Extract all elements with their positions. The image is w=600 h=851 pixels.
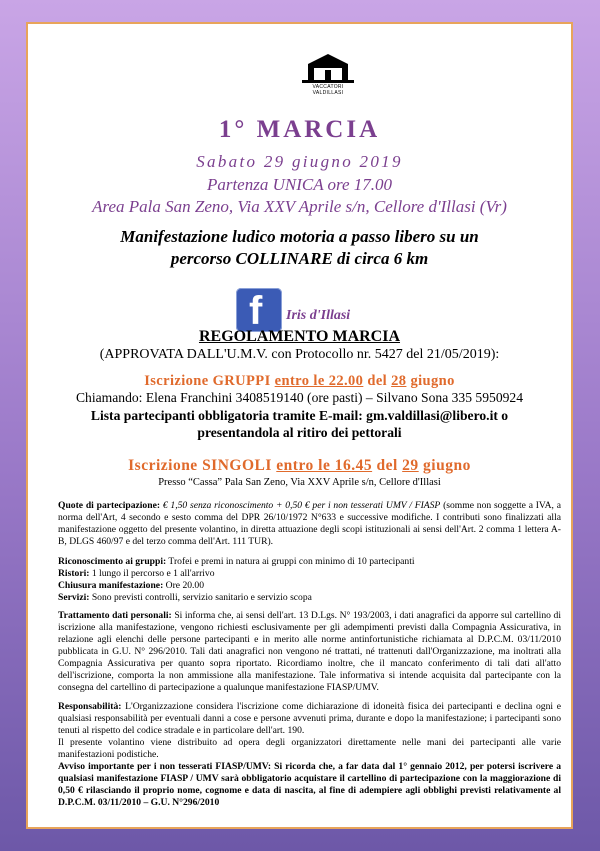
closing-text: Ore 20.00 <box>163 580 205 591</box>
awards-label: Riconoscimento ai gruppi: <box>58 556 167 567</box>
refreshments-label: Ristori: <box>58 568 90 579</box>
facebook-icon[interactable]: f <box>236 288 282 332</box>
privacy-section <box>58 610 561 694</box>
closing-label: Chiusura manifestazione: <box>58 580 164 591</box>
fees-label: Quote di partecipazione: <box>58 500 161 511</box>
group-reg-day: 28 <box>391 373 407 389</box>
single-reg-day: 29 <box>402 457 419 474</box>
facebook-page-name[interactable]: Iris d'Illasi <box>286 308 351 323</box>
group-reg-time: entro le 22.00 <box>274 373 364 389</box>
privacy-label: Trattamento dati personali: <box>58 610 172 621</box>
flyer-note: Il presente volantino viene distribuito ad opera degli organizzatori direttamente nelle mani dei partecipanti alle varie manifestazioni podistiche. <box>58 737 561 760</box>
participant-list-note <box>28 407 571 441</box>
event-date: Sabato 29 giugno 2019 <box>196 152 403 171</box>
logo <box>298 50 358 100</box>
info-section <box>58 556 561 604</box>
contact-phones: Chiamando: Elena Franchini 3408519140 (ore pasti) – Silvano Sona 335 5950924 <box>75 390 524 405</box>
fees-text: (somme non soggette a IVA, a norma dell'Art, 4 secondo e sesto comma del DPR 26/10/1972 N°633 e successive modifiche. I contributi sono finalizzati alla manifestazione oggetto del presente volantino, in diretta attuazione degli scopi istituzionali ai sensi dell'Art. 2 comma 1 lettera A-B, DLGS 460/97 e del terzo comma dell'Art. 111 TUR). <box>58 500 561 547</box>
important-notice: Avviso importante per i non tesserati FIASP/UMV: Si ricorda che, a far data dal 1° gennaio 2012, per potersi iscrivere a qualsiasi manifestazione FIASP / UMV sarà obbligatorio acquistare il cartellino di partecipazione con la maggiorazione di 0,50 € rilasciando il proprio nome, cognome e data di nascita, al fine di adempiere agli obblighi previsti relativamente al D.P.C.M. 03/11/2010 – G.U. N°296/2010 <box>58 761 561 808</box>
responsibility-text: L'Organizzazione considera l'iscrizione come dichiarazione di idoneità fisica dei partecipanti e declina ogni e qualsiasi responsabilità per eventuali danni a cose e persone avvenuti prima, durante e dopo la manifestazione; i partecipanti sono tenuti al rispetto del codice stradale e in particolare dell'art. 190. <box>58 701 561 736</box>
single-registration <box>28 457 571 475</box>
group-reg-month: giugno <box>406 373 455 389</box>
description-line-2: percorso COLLINARE di circa 6 km <box>170 249 429 268</box>
event-location: Area Pala San Zeno, Via XXV Aprile s/n, Cellore d'Illasi (Vr) <box>92 197 507 216</box>
group-reg-label: Iscrizione GRUPPI <box>144 373 275 389</box>
single-reg-label: Iscrizione SINGOLI <box>128 457 277 474</box>
description-line-1: Manifestazione ludico motoria a passo libero su un <box>120 227 479 246</box>
services-label: Servizi: <box>58 592 90 603</box>
fees-section <box>58 500 561 548</box>
single-reg-del: del <box>372 457 403 474</box>
page-title: 1° MARCIA <box>218 116 381 143</box>
awards-text: Trofei e premi in natura ai gruppi con minimo di 10 partecipanti <box>166 556 415 567</box>
cash-location: Presso “Cassa” Pala San Zeno, Via XXV Aprile s/n, Cellore d'Illasi <box>158 477 441 488</box>
fees-price: € 1,50 senza riconoscimento + 0,50 € per i non tesserati UMV / FIASP <box>160 500 441 511</box>
services-text: Sono previsti controlli, servizio sanitario e servizio scopa <box>89 592 312 603</box>
group-reg-del: del <box>363 373 392 389</box>
approval-note: (APPROVATA DALL'U.M.V. con Protocollo nr. 5427 del 21/05/2019): <box>99 347 500 362</box>
privacy-text: Si informa che, ai sensi dell'art. 13 D.Lgs. N° 193/2003, i dati anagrafici da apporre sul cartellino di iscrizione alla manifestazione, vengono richiesti esclusivamente per gli adempimenti previsti dalla Compagnia Assicurativa, in relazione agli elenchi delle persone partecipanti e in merito alle norme antinfortunistiche richiamata al D.P.C.M. 03/11/2010 pubblicata in G.U. N° 296/2010. Tali dati anagrafici non vengono né trattati, né trattenuti dall'Organizzazione, ma inoltrati alla Compagnia Assicurativa per quanto sopra riportato. Ricordiamo inoltre, che il mancato conferimento di tali dati all'atto dell'iscrizione, comporta la non ammissione alla manifestazione. Tale informativa si intende acquisita dal partecipante con la consegna del cartellino di partecipazione a qualunque manifestazione FIASP/UMV. <box>58 610 561 693</box>
responsibility-section <box>58 701 561 809</box>
logo-text: VACCATORI VALDILLASI <box>312 84 344 96</box>
house-logo-icon <box>298 50 358 84</box>
regolamento-title: REGOLAMENTO MARCIA <box>198 328 401 345</box>
refreshments-text: 1 lungo il percorso e 1 all'arrivo <box>89 568 215 579</box>
single-reg-time: entro le 16.45 <box>276 457 373 474</box>
event-description <box>28 226 571 270</box>
single-reg-month: giugno <box>418 457 471 474</box>
group-registration <box>28 373 571 390</box>
flyer-sheet <box>26 22 573 829</box>
start-time: Partenza UNICA ore 17.00 <box>206 175 393 194</box>
list-line-2: presentandola al ritiro dei pettorali <box>197 425 402 440</box>
list-line-1: Lista partecipanti obbligatoria tramite E-mail: gm.valdillasi@libero.it o <box>90 408 509 423</box>
responsibility-label: Responsabilità: <box>58 701 122 712</box>
